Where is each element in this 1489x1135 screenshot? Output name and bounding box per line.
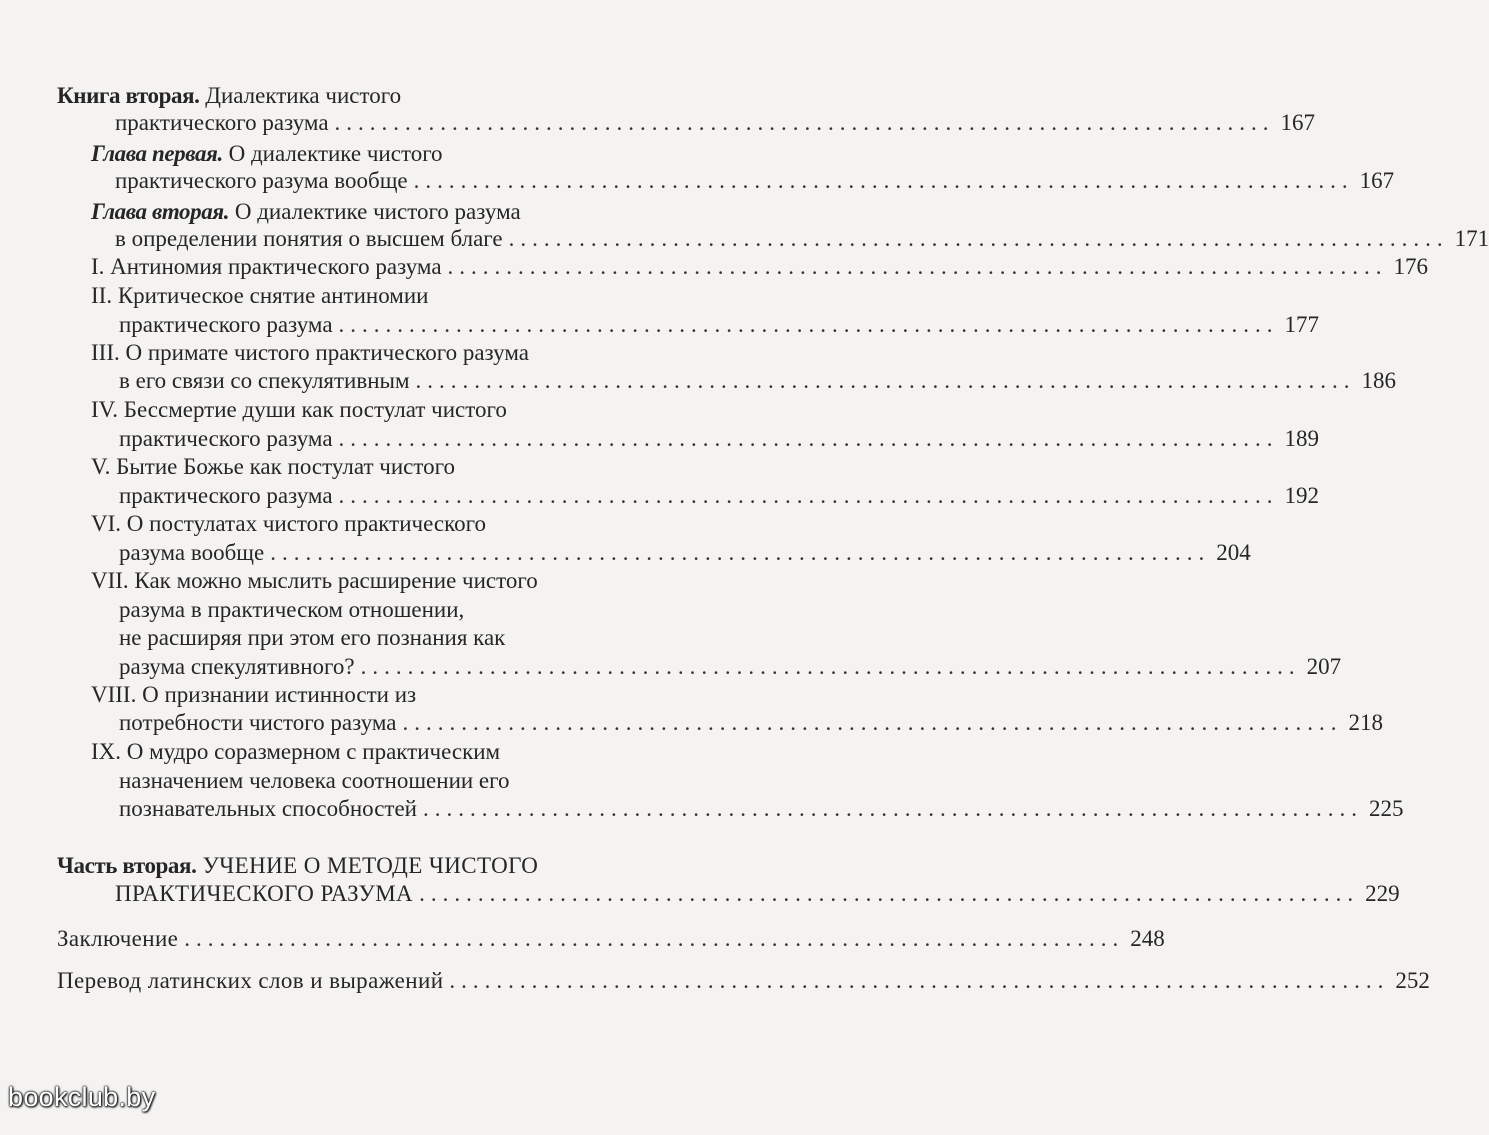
toc-entry-line: IX. О мудро соразмерном с практическим [91,739,501,764]
toc-entry-title: Перевод латинских слов и выражений [57,968,444,993]
page-number: 167 [1359,168,1395,193]
toc-entry-line: назначением человека соотношении его [119,768,510,793]
page-number: 186 [1361,368,1397,393]
page-number: 177 [1284,312,1320,337]
section-label: Книга вторая. [57,83,200,108]
toc-entry [119,311,1320,339]
dot-leader: ................................................................................ [508,226,1449,251]
dot-leader: ................................................................................ [270,540,1211,565]
toc-entry-title: практического разума [119,312,333,337]
dot-leader: ................................................................................ [449,968,1390,993]
toc-entry [57,925,1165,953]
page-number: 229 [1365,881,1400,906]
toc-entry [119,539,1251,567]
toc-entry-line: V. Бытие Божье как постулат чистого [91,454,455,479]
toc-section-heading [57,852,617,880]
page-number: 252 [1395,968,1430,993]
toc-entry-title: потребности чистого разума [119,710,397,735]
section-title: О диалектике чистого разума [229,199,521,224]
page-number: 248 [1130,926,1165,951]
section-label: Глава первая. [91,141,223,166]
toc-entry-line: не расширяя при этом его познания как [119,625,506,650]
toc-entry-line: VII. Как можно мыслить расширение чистого [91,568,538,593]
toc-entry [119,367,1397,395]
toc-entry [57,967,1430,995]
dot-leader: ................................................................................ [415,368,1356,393]
page-number: 189 [1284,426,1320,451]
toc-entry [115,109,1316,137]
toc-entry-title: Заключение [57,926,179,951]
toc-entry-title: в определении понятия о высшем благе [115,226,503,251]
toc-entry-title: практического разума [119,483,333,508]
page-number: 167 [1280,110,1316,135]
dot-leader: ................................................................................ [422,796,1363,821]
toc-entry-line: IV. Бессмертие души как постулат чистого [91,397,507,422]
page-number: 176 [1393,254,1429,279]
dot-leader: ................................................................................ [338,312,1279,337]
toc-entry-title: I. Антиномия практического разума [91,254,442,279]
page-number: 225 [1368,796,1404,821]
toc-section-heading [91,140,617,168]
page-number: 207 [1306,654,1342,679]
toc-entry [91,253,1429,281]
dot-leader: ................................................................................ [338,426,1279,451]
toc-entry-line: II. Критическое снятие антиномии [91,283,429,308]
dot-leader: ................................................................................ [338,483,1279,508]
site-watermark: bookclub.by [8,1082,156,1112]
dot-leader: ................................................................................ [413,168,1354,193]
toc-entry [115,880,1400,908]
section-title: Диалектика чистого [199,83,402,108]
page-number: 171 [1454,226,1489,251]
section-title: О диалектике чистого [222,141,443,166]
toc-entry-title: ПРАКТИЧЕСКОГО РАЗУМА [115,881,414,906]
toc-entry [115,167,1395,195]
toc-entry-title: в его связи со спекулятивным [119,368,410,393]
section-label: Глава вторая. [91,199,230,224]
toc-entry-title: познавательных способностей [119,796,417,821]
dot-leader: ................................................................................ [184,926,1125,951]
dot-leader: ................................................................................ [360,654,1301,679]
toc-entry-title: разума вообще [119,540,265,565]
toc-entry-title: разума спекулятивного? [119,654,355,679]
toc-entry-title: практического разума [119,426,333,451]
toc-entry [119,425,1320,453]
toc-entry-title: практического разума вообще [115,168,408,193]
page-number: 218 [1348,710,1384,735]
dot-leader: ................................................................................ [334,110,1275,135]
dot-leader: ................................................................................ [402,710,1343,735]
dot-leader: ................................................................................ [447,254,1388,279]
section-title: УЧЕНИЕ О МЕТОДЕ ЧИСТОГО [196,853,539,878]
toc-entry-line: III. О примате чистого практического разума [91,340,529,365]
toc-entry [119,709,1384,737]
toc-section-heading [57,82,617,110]
page-number: 204 [1216,540,1251,565]
toc-section-heading [91,198,617,226]
toc-entry [119,482,1320,510]
toc-entry [119,653,1342,681]
section-label: Часть вторая. [57,853,197,878]
page-number: 192 [1284,483,1320,508]
toc-entry [115,225,1489,253]
toc-entry-title: практического разума [115,110,329,135]
dot-leader: ................................................................................ [419,881,1360,906]
toc-entry-line: VIII. О признании истинности из [91,682,417,707]
toc-entry [119,795,1404,823]
toc-entry-line: VI. О постулатах чистого практического [91,511,486,536]
toc-entry-line: разума в практическом отношении, [119,597,465,622]
